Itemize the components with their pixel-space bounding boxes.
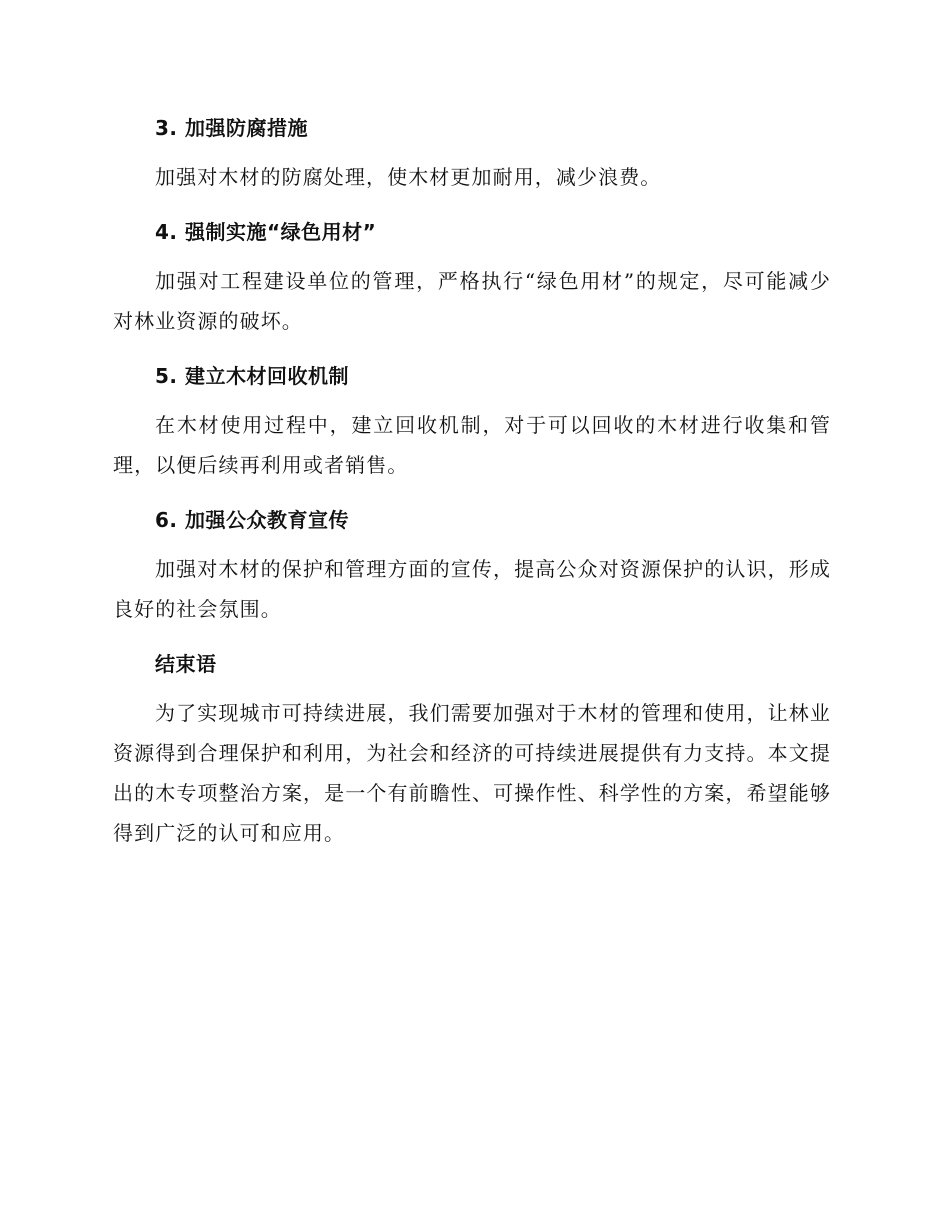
section-heading-green-materials: 4. 强制实施“绿色用材”	[155, 220, 377, 244]
section-paragraph-anticorrosion: 加强对木材的防腐处理，使木材更加耐用，减少浪费。	[155, 165, 662, 189]
document-body	[113, 108, 831, 868]
section-paragraph-green-materials: 加强对工程建设单位的管理，严格执行“绿色用材”的规定，尽可能减少对林业资源的破坏。	[113, 269, 831, 333]
section-heading-public-education: 6. 加强公众教育宣传	[155, 508, 349, 532]
section-paragraph-recycling: 在木材使用过程中，建立回收机制，对于可以回收的木材进行收集和管理，以便后续再利用或者销售。	[113, 413, 831, 477]
section-paragraph-public-education: 加强对木材的保护和管理方面的宣传，提高公众对资源保护的认识，形成良好的社会氛围。	[113, 557, 831, 621]
section-paragraph-conclusion: 为了实现城市可持续进展，我们需要加强对于木材的管理和使用，让林业资源得到合理保护和利用，为社会和经济的可持续进展提供有力支持。本文提出的木专项整治方案，是一个有前瞻性、可操作性、科学性的方案，希望能够得到广泛的认可和应用。	[113, 701, 831, 845]
section-heading-anticorrosion: 3. 加强防腐措施	[155, 116, 308, 140]
section-heading-conclusion: 结束语	[155, 652, 217, 676]
section-heading-recycling: 5. 建立木材回收机制	[155, 364, 349, 388]
